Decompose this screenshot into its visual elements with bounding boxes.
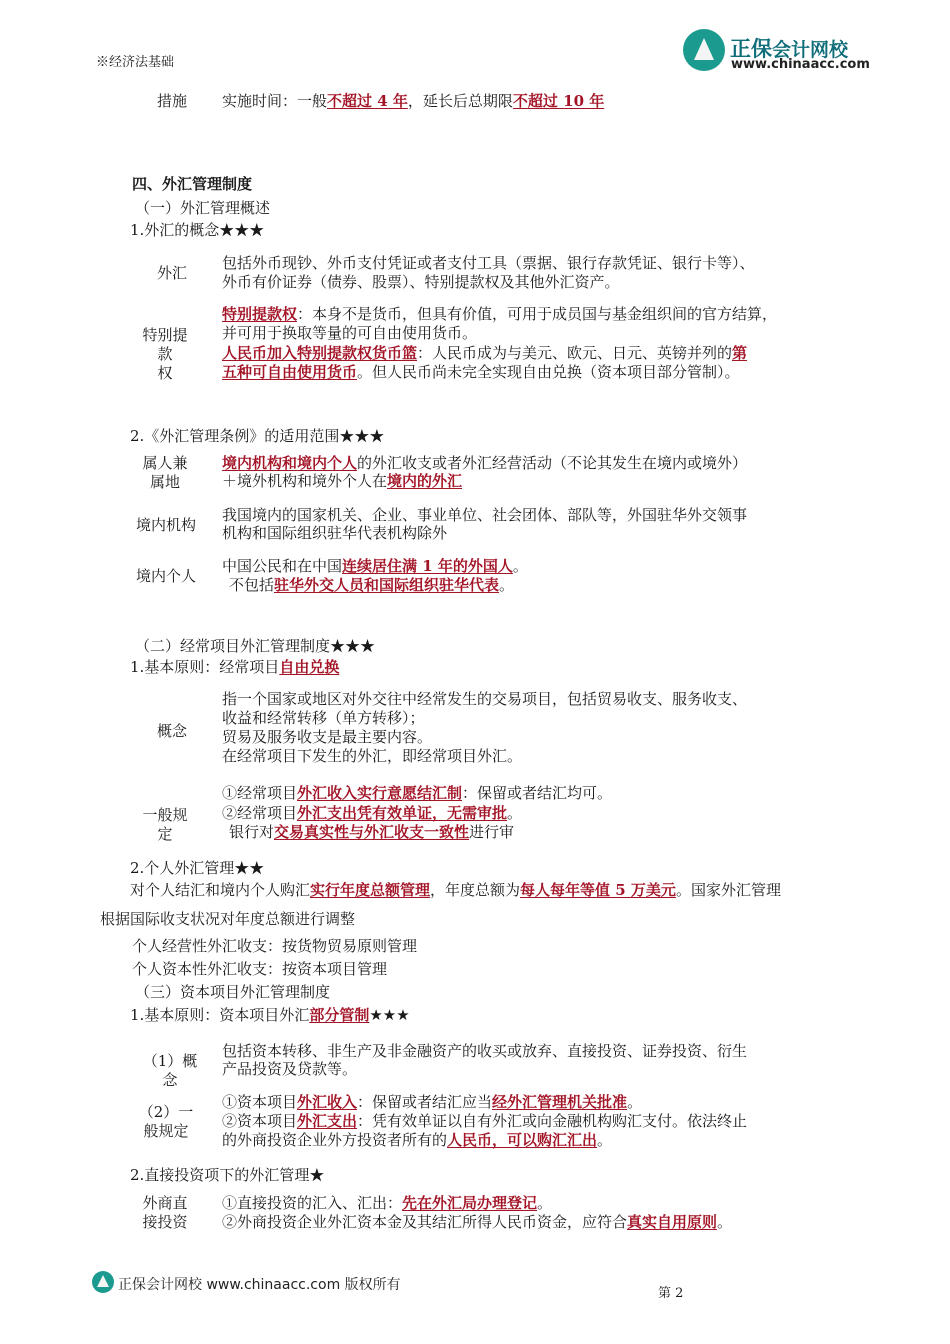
label-forex: 外汇 [156, 264, 187, 282]
capital-concept-line2: 产品投资及贷款等。 [222, 1060, 358, 1078]
rule-line1: ①经常项目外汇收入实行意愿结汇制：保留或者结汇均可。 [222, 784, 613, 802]
subsection-overview: （一）外汇管理概述 [135, 199, 271, 217]
person-line2: 不包括驻华外交人员和国际组织驻华代表。 [229, 576, 515, 594]
fdi-line1: ①直接投资的汇入、汇出：先在外汇局办理登记。 [222, 1194, 553, 1212]
personal-capital: 个人资本性外汇收支：按资本项目管理 [132, 960, 388, 978]
label-capital-concept: （1）概 念 [142, 1052, 198, 1089]
item-scope: 2.《外汇管理条例》的适用范围★★★ [130, 427, 385, 445]
concept-line2: 收益和经常转移（单方转移）； [222, 709, 425, 727]
section-title-forex: 四、外汇管理制度 [132, 175, 253, 193]
item-current-principle: 1.基本原则：经常项目自由兑换 [130, 658, 340, 676]
label-domestic-individual: 境内个人 [136, 567, 197, 585]
concept-line1: 指一个国家或地区对外交往中经常发生的交易项目，包括贸易收支、服务收支、 [222, 690, 748, 708]
capital-rule-line1: ①资本项目外汇收入：保留或者结汇应当经外汇管理机关批准。 [222, 1093, 643, 1111]
person-line1: 中国公民和在中国连续居住满 1 年的外国人。 [222, 557, 528, 575]
sdr-line1: 特别提款权：本身不是货币，但具有价值，可用于成员国与基金组织间的官方结算， [222, 305, 778, 323]
personal-operating: 个人经营性外汇收支：按货物贸易原则管理 [132, 937, 418, 955]
inst-line1: 我国境内的国家机关、企业、事业单位、社会团体、部队等，外国驻华外交领事 [222, 506, 748, 524]
label-capital-rules: （2）一 般规定 [138, 1103, 194, 1140]
capital-rule-line2: ②资本项目外汇支出：凭有效单证以自有外汇或向金融机构购汇支付。依法终止 [222, 1112, 748, 1130]
item-forex-concept: 1.外汇的概念★★★ [130, 221, 265, 239]
label-scope: 属人兼 属地 [142, 454, 188, 491]
scope-line1: 境内机构和境内个人的外汇收支或者外汇经营活动（不论其发生在境内或境外） [222, 454, 748, 472]
sdr-line4: 五种可自由使用货币。但人民币尚未完全实现自由兑换（资本项目部分管制）。 [222, 363, 740, 381]
scope-line2: ＋境外机构和境外个人在境内的外汇 [222, 472, 463, 490]
fdi-line2: ②外商投资企业外汇资本金及其结汇所得人民币资金，应符合真实自用原则。 [222, 1213, 733, 1231]
logo-title[interactable]: 正保会计网校 [730, 37, 849, 61]
item-capital-principle: 1.基本原则：资本项目外汇部分管制★★★ [130, 1006, 410, 1024]
footer-logo-icon [92, 1271, 114, 1293]
forex-def-line1: 包括外币现钞、外币支付凭证或者支付工具（票据、银行存款凭证、银行卡等）、 [222, 254, 755, 272]
page-number: 第 2 [658, 1286, 684, 1301]
measure-label: 措施 [156, 92, 187, 110]
personal-forex-line2: 根据国际收支状况对年度总额进行调整 [100, 910, 356, 928]
footer-copyright: 正保会计网校 www.chinaacc.com 版权所有 [118, 1277, 401, 1293]
label-general-rules: 一般规 定 [142, 806, 188, 843]
measure-text: 实施时间：一般不超过 4 年，延长后总期限不超过 10 年 [222, 92, 605, 110]
forex-def-line2: 外币有价证券（债券、股票）、特别提款权及其他外汇资产。 [222, 273, 620, 291]
chinaacc-logo-icon [683, 29, 725, 71]
capital-concept-line1: 包括资本转移、非生产及非金融资产的收买或放弃、直接投资、证券投资、衍生 [222, 1042, 748, 1060]
capital-rule-line3: 的外商投资企业外方投资者所有的人民币，可以购汇汇出。 [222, 1131, 613, 1149]
concept-line3: 贸易及服务收支是最主要内容。 [222, 728, 433, 746]
personal-forex-line1: 对个人结汇和境内个人购汇实行年度总额管理，年度总额为每人每年等值 5 万美元。国家外汇管理 [130, 881, 781, 899]
subsection-current-account: （二）经常项目外汇管理制度★★★ [135, 637, 376, 655]
rule-line2: ②经常项目外汇支出凭有效单证，无需审批。 [222, 804, 523, 822]
item-direct-investment: 2.直接投资项下的外汇管理★ [130, 1166, 325, 1184]
subsection-capital-account: （三）资本项目外汇管理制度 [135, 983, 331, 1001]
top-cut-text: ※经济法基础 [96, 55, 175, 70]
rule-line3: 银行对交易真实性与外汇收支一致性进行审 [229, 823, 515, 841]
concept-line4: 在经常项目下发生的外汇，即经常项目外汇。 [222, 747, 523, 765]
label-sdr: 特别提 款 权 [142, 326, 188, 382]
inst-line2: 机构和国际组织驻华代表机构除外 [222, 524, 448, 542]
sdr-line3: 人民币加入特别提款权货币篮：人民币成为与美元、欧元、日元、英镑并列的第 [222, 344, 748, 362]
logo-url[interactable]: www.chinaacc.com [731, 57, 870, 72]
item-personal-forex: 2.个人外汇管理★★ [130, 859, 265, 877]
sdr-line2: 并可用于换取等量的可自由使用货币。 [222, 324, 478, 342]
label-domestic-institution: 境内机构 [136, 516, 197, 534]
label-fdi: 外商直 接投资 [142, 1194, 188, 1231]
label-concept: 概念 [156, 722, 187, 740]
